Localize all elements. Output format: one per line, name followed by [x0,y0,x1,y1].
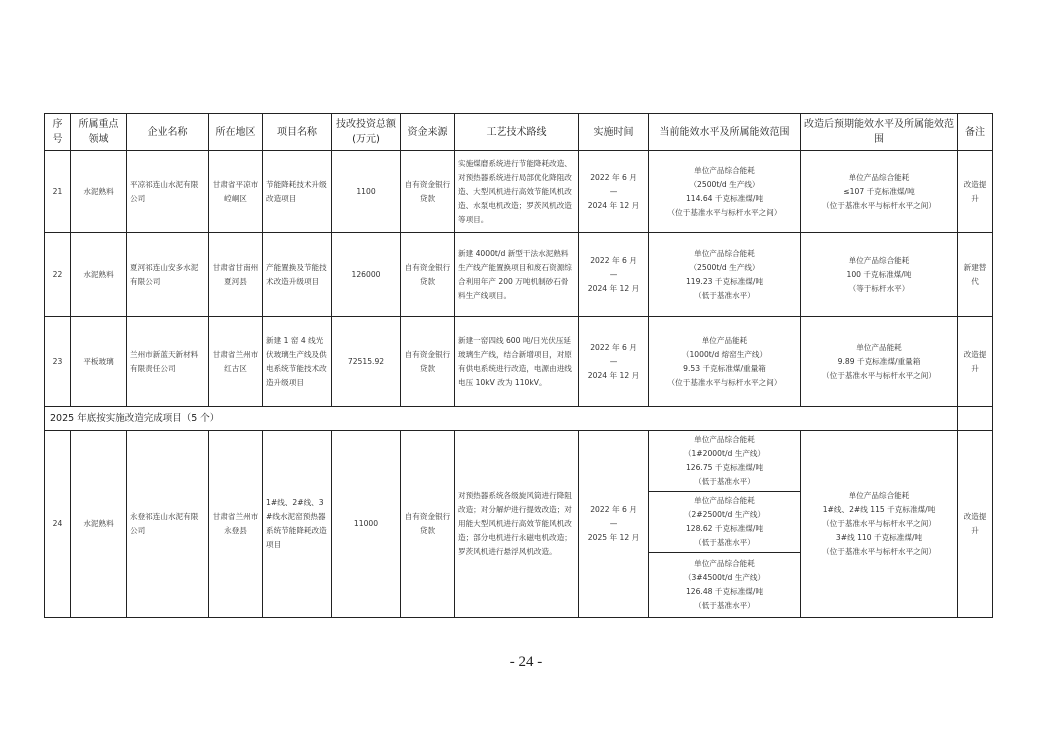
row-current-line: （1000t/d 熔窑生产线） [681,349,768,359]
section-remark [958,407,993,431]
row-current [649,317,801,407]
row-no: 24 [45,431,71,618]
row-investment: 1100 [332,151,401,233]
row-funding: 自有资金银行贷款 [401,317,455,407]
row-time-line: — [609,269,618,279]
row-current-line3-line: 单位产品综合能耗 [694,559,755,568]
row-time-line: 2024 年 12 月 [587,200,640,210]
row-project: 新建 1 窑 4 线光伏玻璃生产线及供电系统节能技术改造升级项目 [263,317,332,407]
row-current [649,151,801,233]
row-company: 永登祁连山水泥有限公司 [127,431,209,618]
row-investment: 72515.92 [332,317,401,407]
header-current: 当前能效水平及所属能效范围 [649,114,801,151]
header-region: 所在地区 [209,114,263,151]
row-company: 平凉祁连山水泥有限公司 [127,151,209,233]
row-current [649,233,801,317]
row-field: 水泥熟料 [71,431,127,618]
row-current-line2-line: 128.62 千克标准煤/吨 [685,524,764,533]
row-route: 实施煤磨系统进行节能降耗改造、对预热器系统进行局部优化降阻改造、大型风机进行高效节能风机改造、水泵电机改造；罗茨风机改造等项目。 [455,151,579,233]
row-time-line: 2022 年 6 月 [590,505,637,514]
row-remark: 改造提升 [958,317,993,407]
row-region: 甘肃省兰州市永登县 [209,431,263,618]
row-time-line: 2024 年 12 月 [587,370,640,380]
row-route: 新建 4000t/d 新型干法水泥熟料生产线产能置换项目和废石资源综合利用年产 200 万吨机制砂石骨料生产线项目。 [455,233,579,317]
row-current-line: （2500t/d 生产线） [689,262,760,272]
section-title: 2025 年底按实施改造完成项目（5 个） [45,407,958,431]
row-after [801,151,958,233]
row-current-line: 单位产品综合能耗 [694,165,755,175]
row-after-line: 单位产品综合能耗 [848,172,910,182]
row-current-line1-line: 单位产品综合能耗 [694,435,755,444]
row-after-line: （位于基准水平与标杆水平之间） [822,370,936,380]
row-after-line: 100 千克标准煤/吨 [846,269,912,279]
row-time [579,233,649,317]
row-route: 对预热器系统各级旋风筒进行降阻改造；对分解炉进行提效改造；对用能大型风机进行高效节能风机改造；部分电机进行永磁电机改造；罗茨风机进行悬浮风机改造。 [455,431,579,618]
row-after-line: （位于基准水平与标杆水平之间） [822,519,936,528]
row-after-line: 单位产品综合能耗 [848,255,910,265]
row-time-line: 2025 年 12 月 [587,533,640,542]
row-after [801,431,958,618]
row-after-line: （等于标杆水平） [848,283,910,293]
row-project: 1#线、2#线、3#线水泥窑预热器系统节能降耗改造项目 [263,431,332,618]
row-after [801,317,958,407]
row-no: 21 [45,151,71,233]
row-current-line: 114.64 千克标准煤/吨 [685,193,764,203]
header-time: 实施时间 [579,114,649,151]
header-after: 改造后预期能效水平及所属能效范围 [801,114,958,151]
row-current-line: （2500t/d 生产线） [689,179,760,189]
row-current-line3-line: （3#4500t/d 生产线） [683,573,766,582]
row-time-line: 2022 年 6 月 [590,342,637,352]
header-funding: 资金来源 [401,114,455,151]
row-funding: 自有资金银行贷款 [401,233,455,317]
row-no: 23 [45,317,71,407]
table-row [45,233,993,317]
row-investment: 126000 [332,233,401,317]
row-after-line: 1#线、2#线 115 千克标准煤/吨 [822,505,936,514]
row-current-line: 119.23 千克标准煤/吨 [685,276,764,286]
row-remark: 新建替代 [958,233,993,317]
row-time-line: — [609,186,618,196]
header-route: 工艺技术路线 [455,114,579,151]
row-current-line1-line: 126.75 千克标准煤/吨 [685,463,764,472]
row-funding: 自有资金银行贷款 [401,431,455,618]
row-project: 产能置换及节能技术改造升级项目 [263,233,332,317]
table-row [45,151,993,233]
page-number: - 24 - [509,654,543,670]
row-current-line1 [649,431,801,492]
row-current-line1-line: （低于基准水平） [694,477,755,486]
row-after-line: （位于基准水平与标杆水平之间） [822,547,936,556]
header-remark: 备注 [958,114,993,151]
row-current-line3 [649,553,801,618]
row-after-line: 单位产品综合能耗 [848,491,910,500]
row-time-line: — [609,519,618,528]
table-row [45,431,993,492]
row-current-line1-line: （1#2000t/d 生产线） [683,449,766,458]
row-current-line: （位于基准水平与标杆水平之间） [667,207,782,217]
row-no: 22 [45,233,71,317]
row-region: 甘肃省甘南州夏河县 [209,233,263,317]
row-time-line: — [609,356,618,366]
row-after [801,233,958,317]
row-after-line: （位于基准水平与标杆水平之间） [822,200,936,210]
row-current-line: （低于基准水平） [694,290,755,300]
row-time [579,317,649,407]
row-project: 节能降耗技术升级改造项目 [263,151,332,233]
row-current-line2-line: （低于基准水平） [694,538,755,547]
row-current-line2-line: 单位产品综合能耗 [694,496,755,505]
project-table [44,113,993,618]
row-funding: 自有资金银行贷款 [401,151,455,233]
row-current-line2-line: （2#2500t/d 生产线） [683,510,766,519]
table-row [45,317,993,407]
row-company: 夏河祁连山安多水泥有限公司 [127,233,209,317]
table-header [45,114,993,151]
row-current-line3-line: 126.48 千克标准煤/吨 [685,587,764,596]
row-current-line: 单位产品综合能耗 [694,248,755,258]
row-time-line: 2022 年 6 月 [590,255,637,265]
row-field: 水泥熟料 [71,151,127,233]
row-company: 兰州市新蓝天新材料有限责任公司 [127,317,209,407]
row-remark: 改造提升 [958,431,993,618]
row-after-line: ≤107 千克标准煤/吨 [843,186,915,196]
row-current-line3-line: （低于基准水平） [694,601,755,610]
row-region: 甘肃省兰州市红古区 [209,317,263,407]
section-row [45,407,993,431]
row-current-line: 9.53 千克标准煤/重量箱 [683,363,766,373]
header-company: 企业名称 [127,114,209,151]
row-time [579,431,649,618]
row-route: 新建一窑四线 600 吨/日光伏压延玻璃生产线，结合新增项目，对原有供电系统进行改造，电源由进线电压 10kV 改为 110kV。 [455,317,579,407]
row-field: 水泥熟料 [71,233,127,317]
row-time [579,151,649,233]
row-time-line: 2022 年 6 月 [590,172,637,182]
row-current-line: （位于基准水平与标杆水平之间） [667,377,782,387]
row-current-line: 单位产品能耗 [701,335,748,345]
row-remark: 改造提升 [958,151,993,233]
row-after-line: 9.89 千克标准煤/重量箱 [837,356,921,366]
row-after-line: 单位产品能耗 [856,342,902,352]
header-investment: 技改投资总额(万元) [332,114,401,151]
row-field: 平板玻璃 [71,317,127,407]
header-project: 项目名称 [263,114,332,151]
row-time-line: 2024 年 12 月 [587,283,640,293]
row-investment: 11000 [332,431,401,618]
header-field: 所属重点领域 [71,114,127,151]
row-current-line2 [649,492,801,553]
header-no: 序号 [45,114,71,151]
row-after-line: 3#线 110 千克标准煤/吨 [835,533,923,542]
row-region: 甘肃省平凉市崆峒区 [209,151,263,233]
